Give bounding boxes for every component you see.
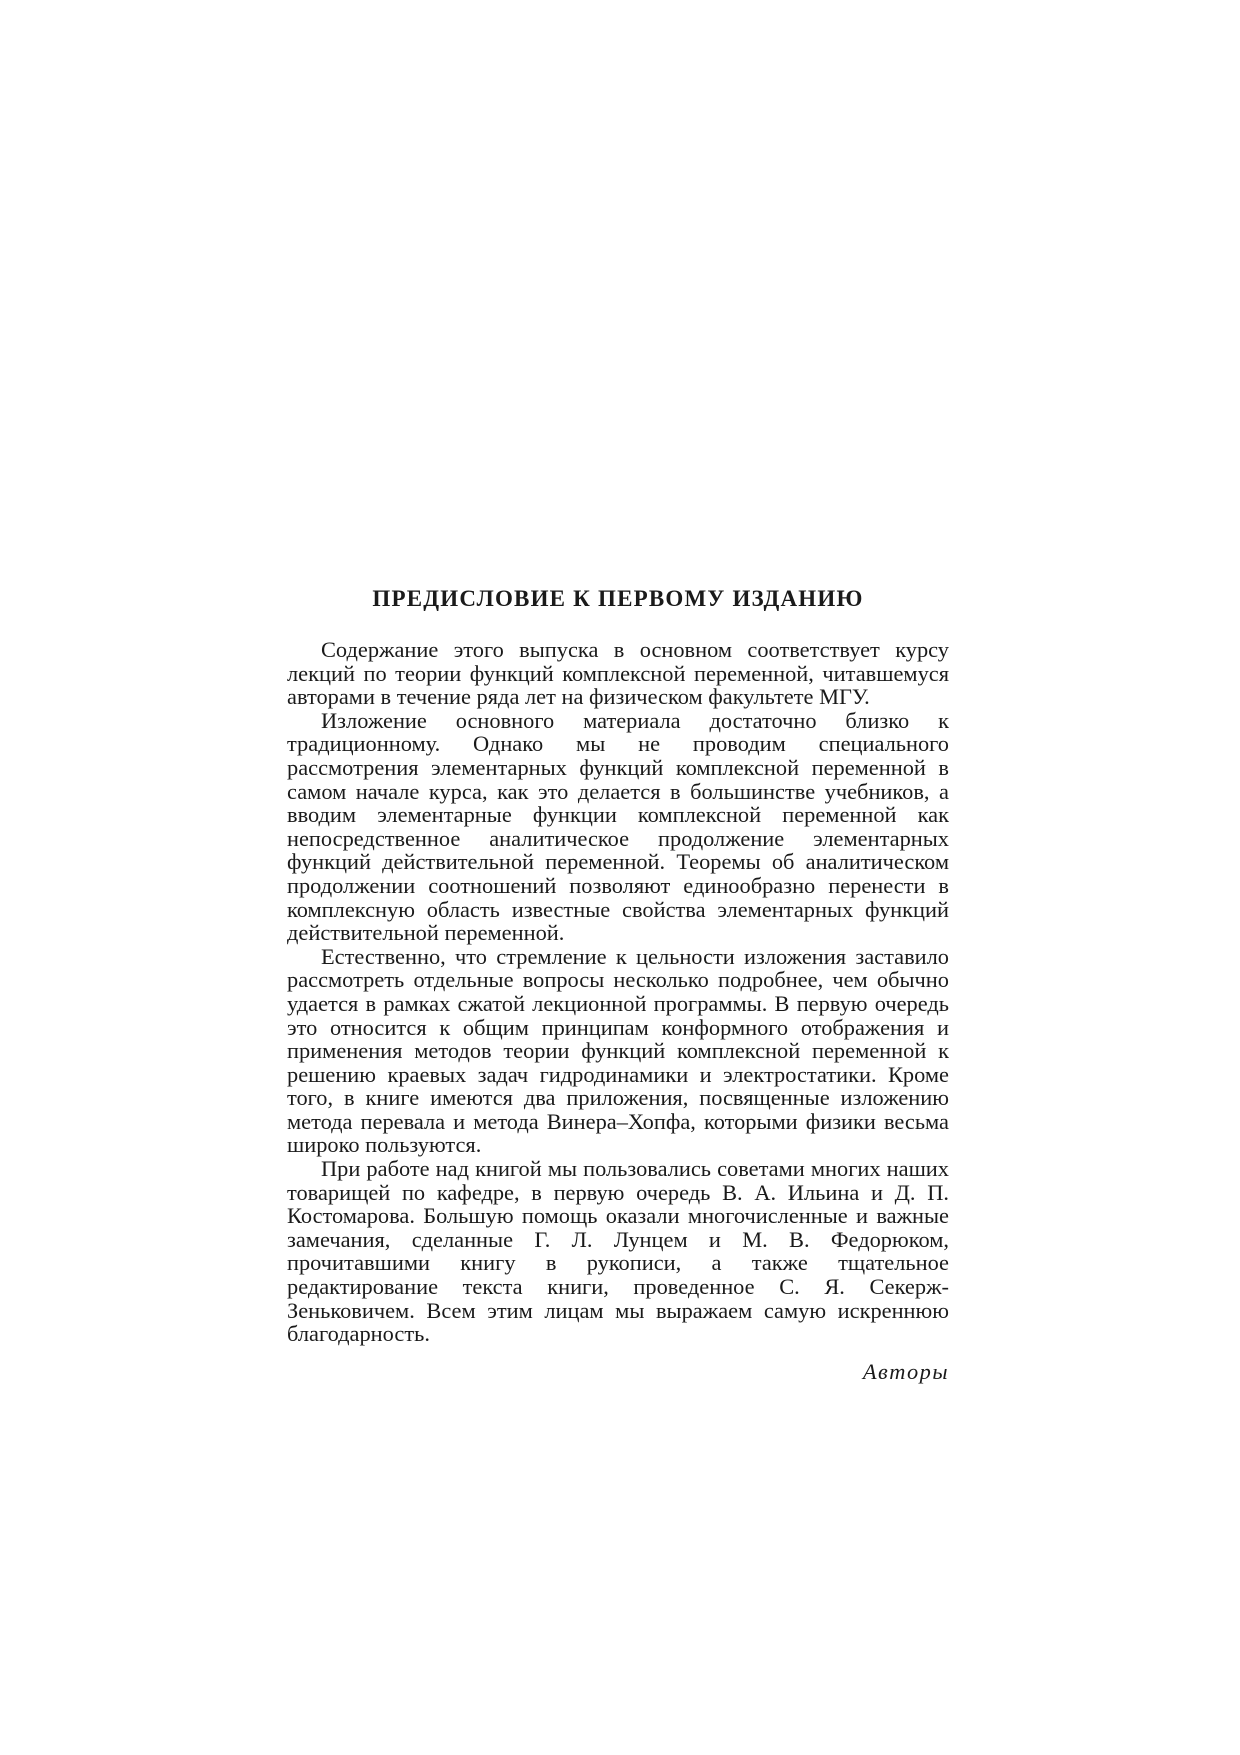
- paragraph-1: Содержание этого выпуска в основном соответствует курсу лекций по теории функций комплексной переменной, читавшемуся авторами в течение ряда лет на физическом факультете МГУ.: [287, 637, 949, 710]
- paragraph-4: При работе над книгой мы пользовались советами многих наших товарищей по кафедре, в первую очередь В. А. Ильина и Д. П. Костомарова. Большую помощь оказали многочисленные и важные замечания, сделанные Г. Л. Лунцем и М. В. Федорюком, прочитавшими книгу в рукописи, а также тщательное редактирование текста книги, проведенное С. Я. Секерж-Зеньковичем. Всем этим лицам мы выражаем самую искреннюю благодарность.: [287, 1156, 949, 1347]
- signature: Авторы: [862, 1359, 949, 1384]
- preface-body: [287, 638, 949, 1346]
- paragraph-2: Изложение основного материала достаточно близко к традиционному. Однако мы не проводим специального рассмотрения элементарных функций комплексной переменной в самом начале курса, как это делается в большинстве учебников, а вводим элементарные функции комплексной переменной как непосредственное аналитическое продолжение элементарных функций действительной переменной. Теоремы об аналитическом продолжении соотношений позволяют единообразно перенести в комплексную область известные свойства элементарных функций действительной переменной.: [287, 707, 949, 946]
- page-title: ПРЕДИСЛОВИЕ К ПЕРВОМУ ИЗДАНИЮ: [372, 586, 864, 611]
- paragraph-3: Естественно, что стремление к цельности изложения заставило рассмотреть отдельные вопросы несколько подробнее, чем обычно удается в рамках сжатой лекционной программы. В первую очередь это относится к общим принципам конформного отображения и применения методов теории функций комплексной переменной к решению краевых задач гидродинамики и электростатики. Кроме того, в книге имеются два приложения, посвященные изложению метода перевала и метода Винера–Хопфа, которыми физики весьма широко пользуются.: [287, 943, 949, 1158]
